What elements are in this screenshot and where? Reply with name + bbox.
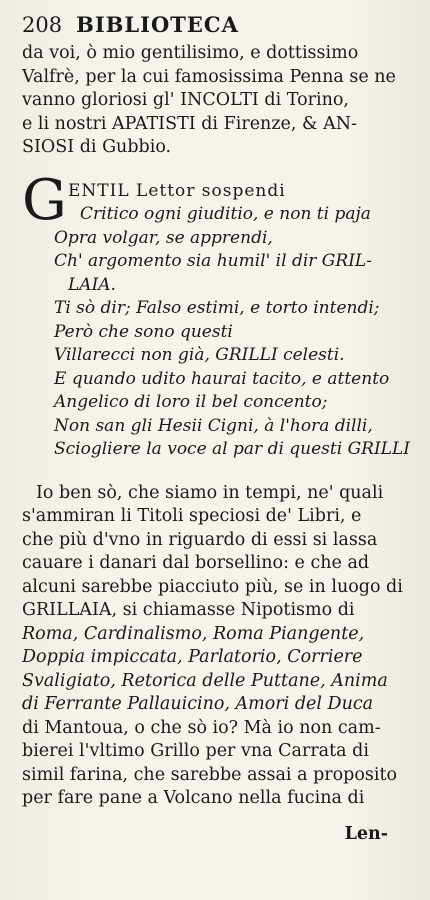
poem-line: Critico ogni giuditio, e non ti paja <box>80 204 371 224</box>
poem-line: Villarecci non già, GRILLI celesti. <box>54 345 345 365</box>
text-line: s'ammiran li Titoli speciosi de' Libri, e <box>22 506 362 526</box>
text-line: SIOSI di Gubbio. <box>22 137 172 157</box>
text-line: di Mantoua, o che sò io? Mà io non cam- <box>22 717 381 738</box>
poem-line: Sciogliere la voce al par di questi GRILLI <box>54 439 410 459</box>
poem-line: Però che sono questi <box>54 321 233 342</box>
text-line: Doppia impiccata, Parlatorio, Corriere <box>22 647 363 667</box>
text-line: di Ferrante Pallauicino, Amori del Duca <box>22 694 374 714</box>
poem <box>22 167 416 462</box>
text-line: Roma, Cardinalismo, Roma Piangente, <box>22 623 365 644</box>
text-line: Io ben sò, che siamo in tempi, ne' quali <box>36 482 384 503</box>
text-line: e li nostri APATISTI di Firenze, & AN- <box>22 113 358 134</box>
text-line: GRILLAIA, si chiamasse Nipotismo di <box>22 600 355 620</box>
poem-line: Angelico di loro il bel concento; <box>54 392 328 412</box>
poem-line: Opra volgar, se apprendi, <box>54 227 273 248</box>
text-line: che più d'vno in riguardo di essi si lassa <box>22 529 378 550</box>
page-header <box>22 12 416 42</box>
drop-cap: G <box>22 167 67 233</box>
running-title: BIBLIOTECA <box>76 12 239 37</box>
text-line: cauare i danari dal borsellino: e che ad <box>22 553 370 573</box>
prose-top <box>22 42 416 160</box>
poem-line: Non san gli Hesii Cigni, à l'hora dilli, <box>54 415 373 436</box>
poem-line: Ch' argomento sia humil' il dir GRIL- <box>54 251 372 271</box>
poem-opening-lines <box>68 178 371 227</box>
text-line: vanno gloriosi gl' INCOLTI di Torino, <box>22 90 349 110</box>
page-number: 208 <box>22 13 63 37</box>
text-line: simil farina, che sarebbe assai a proposito <box>22 764 398 785</box>
poem-line: Ti sò dir; Falso estimi, e torto intendi; <box>54 298 380 318</box>
text-line: Valfrè, per la cui famosissima Penna se ne <box>22 66 396 87</box>
catchword: Len- <box>344 823 388 844</box>
poem-line: ENTIL Lettor sospendi <box>68 180 286 201</box>
poem-line: LAIA. <box>68 274 116 295</box>
poem-line: E quando udito haurai tacito, e attento <box>54 368 390 389</box>
text-line: bierei l'vltimo Grillo per vna Carrata di <box>22 741 369 761</box>
text-line: per fare pane a Volcano nella fucina di <box>22 788 365 808</box>
poem-opening <box>22 167 416 233</box>
prose-bottom <box>22 482 416 811</box>
text-line: Svaligiato, Retorica delle Puttane, Anima <box>22 670 388 691</box>
text-line: da voi, ò mio gentilisimo, e dottissimo <box>22 43 359 63</box>
text-line: alcuni sarebbe piacciuto più, se in luogo di <box>22 576 403 597</box>
